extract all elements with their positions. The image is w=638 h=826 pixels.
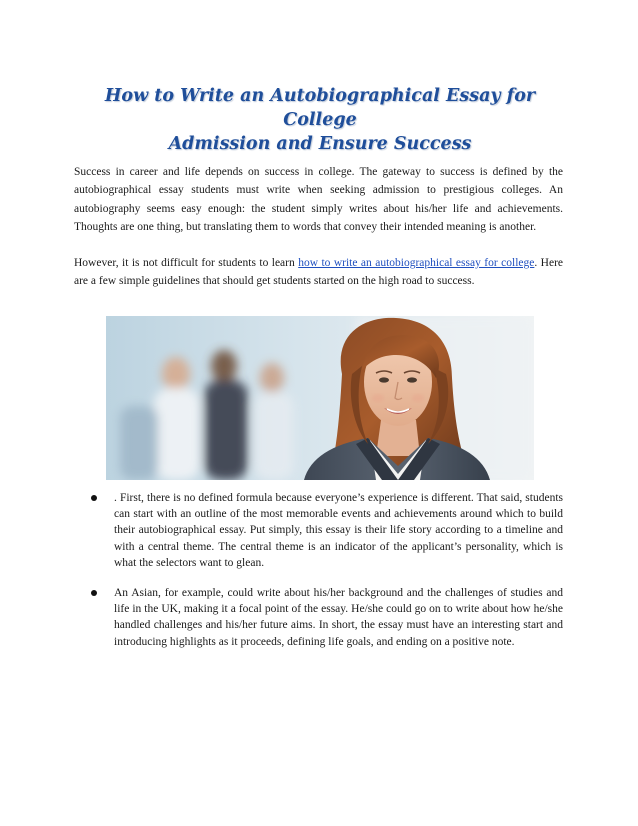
paragraph-text-after-link: . Here are a few simple guidelines that should get students started on the high road to success. xyxy=(74,257,564,288)
title-line-2: Admission and Ensure Success xyxy=(168,134,472,154)
guidelines-list xyxy=(74,490,563,650)
title-line-1: How to Write an Autobiographical Essay for College xyxy=(104,86,536,130)
paragraph-text-before-link: However, it is not difficult for students to learn xyxy=(74,257,299,269)
essay-guide-link[interactable]: how to write an autobiographical essay for college xyxy=(298,257,535,269)
list-item-text: An Asian, for example, could write about his/her background and the challenges of studies and life in the UK, making it a focal point of the essay. He/she could go on to write about how he/she handled challenges and his/her future aims. In short, the essay must have an interesting start and introducing highlights as it proceeds, defining life goals, and ending on a positive note. xyxy=(114,587,563,648)
list-item xyxy=(74,585,563,650)
intro-paragraph: Success in career and life depends on success in college. The gateway to success is defined by the autobiographical essay students must write when seeking admission to prestigious colleges. An autobiography seems easy enough: the student simply writes about his/her life and achievements. Thoughts are one thing, but translating them to words that convey their intended meaning is another. xyxy=(74,166,563,234)
document-title xyxy=(70,84,570,156)
bullet-icon xyxy=(91,495,97,501)
businesswoman-photo xyxy=(106,316,534,480)
guidelines-paragraph xyxy=(74,254,563,291)
list-item xyxy=(74,490,563,571)
list-item-text: . First, there is no defined formula because everyone’s experience is different. That said, students can start with an outline of the most memorable events and achievements around which to build their autobiographical essay. Put simply, this essay is their life story according to a timeline and with a central theme. The central theme is an indicator of the applicant’s personality, which is what the selectors want to glean. xyxy=(114,492,563,569)
bullet-icon xyxy=(91,590,97,596)
